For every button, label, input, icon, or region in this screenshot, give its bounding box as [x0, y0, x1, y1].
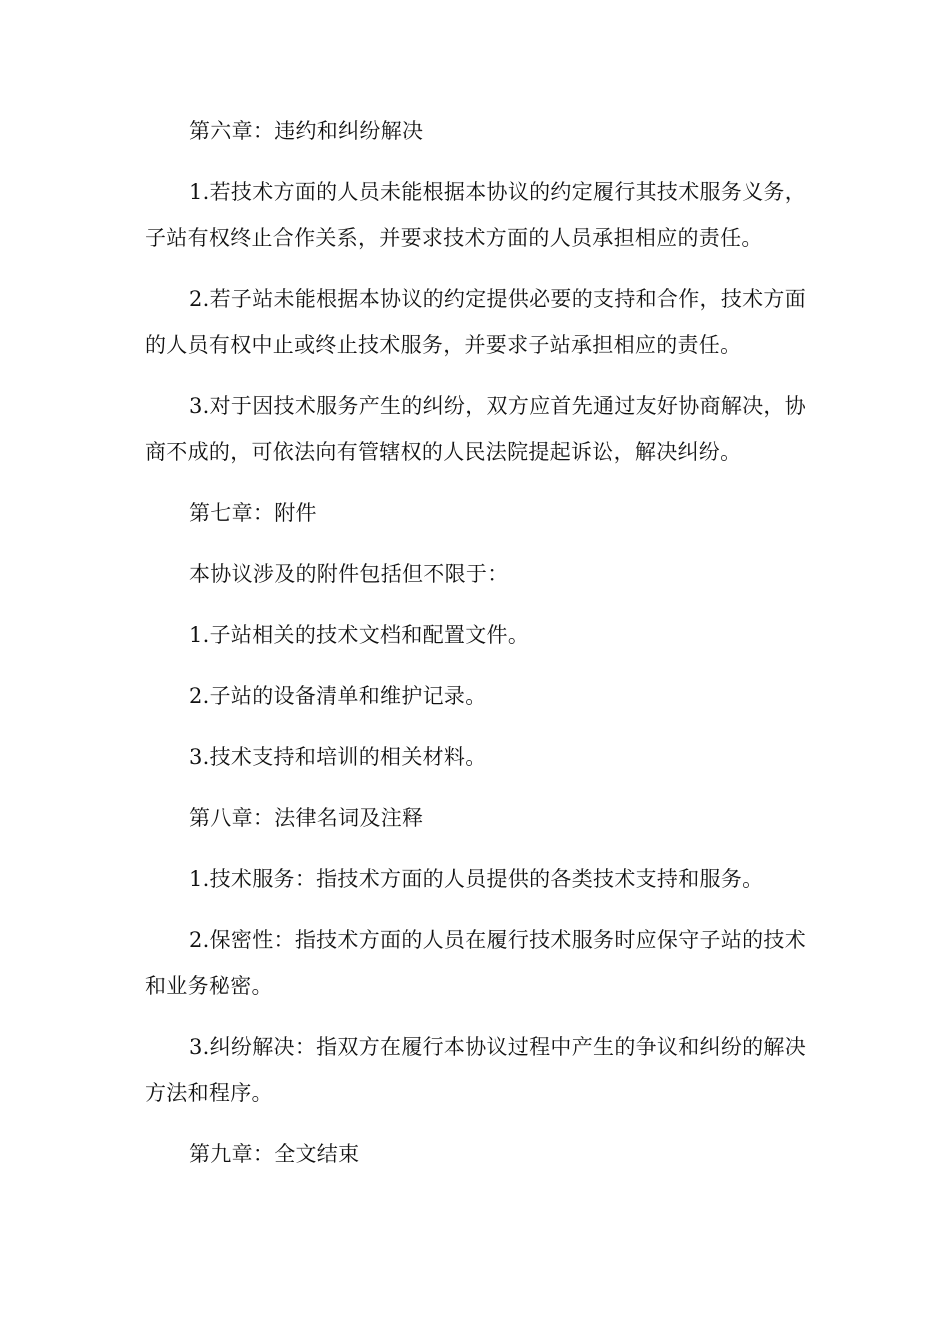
chapter-7-item-3: 3.技术支持和培训的相关材料。 — [189, 745, 487, 769]
chapter-7-item-1: 1.子站相关的技术文档和配置文件。 — [189, 623, 530, 647]
chapter-8-item-3: 3.纠纷解决：指双方在履行本协议过程中产生的争议和纠纷的解决方法和程序。 — [145, 1035, 807, 1105]
chapter-6-item-1: 1.若技术方面的人员未能根据本协议的约定履行其技术服务义务，子站有权终止合作关系，并要求技术方面的人员承担相应的责任。 — [145, 180, 807, 250]
chapter-6-item-2: 2.若子站未能根据本协议的约定提供必要的支持和合作，技术方面的人员有权中止或终止技术服务，并要求子站承担相应的责任。 — [145, 287, 807, 357]
chapter-7-intro: 本协议涉及的附件包括但不限于： — [189, 562, 509, 586]
chapter-7-item-2: 2.子站的设备清单和维护记录。 — [189, 684, 487, 708]
chapter-8-item-1: 1.技术服务：指技术方面的人员提供的各类技术支持和服务。 — [189, 867, 764, 891]
chapter-8-heading: 第八章：法律名词及注释 — [189, 806, 424, 830]
chapter-8-item-2: 2.保密性：指技术方面的人员在履行技术服务时应保守子站的技术和业务秘密。 — [145, 928, 807, 998]
document-body — [145, 108, 813, 1177]
chapter-9-heading: 第九章：全文结束 — [189, 1142, 360, 1166]
chapter-6-heading: 第六章：违约和纠纷解决 — [189, 119, 424, 143]
chapter-7-heading: 第七章：附件 — [189, 501, 317, 525]
chapter-6-item-3: 3.对于因技术服务产生的纠纷，双方应首先通过友好协商解决，协商不成的，可依法向有管辖权的人民法院提起诉讼，解决纠纷。 — [145, 394, 807, 464]
